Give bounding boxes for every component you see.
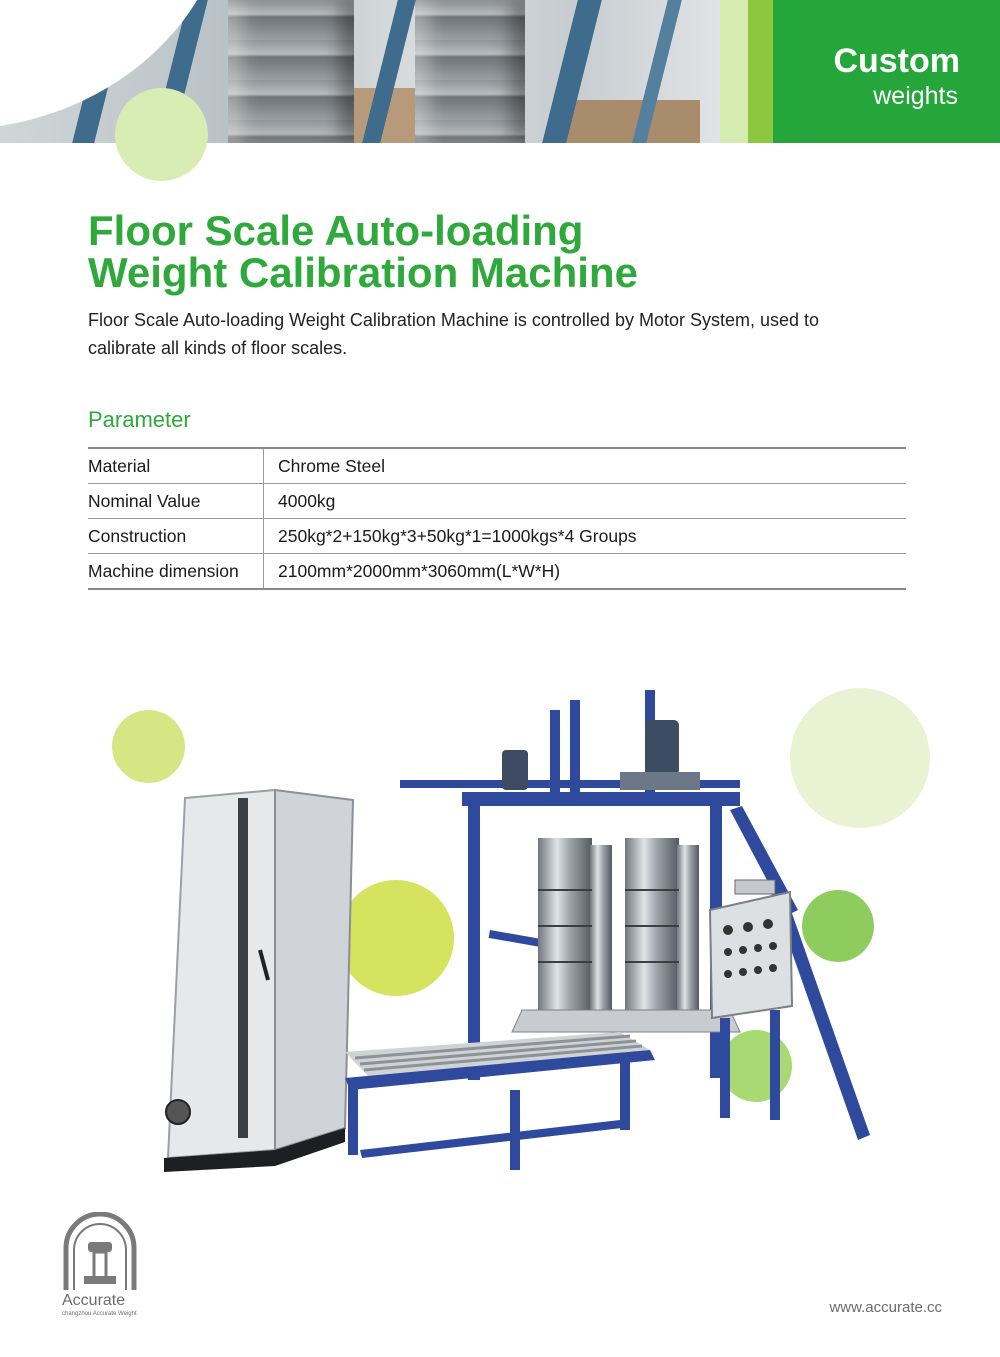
control-panel: [710, 880, 792, 1120]
param-key: Machine dimension: [88, 554, 264, 590]
param-key: Material: [88, 448, 264, 484]
param-value: Chrome Steel: [264, 448, 907, 484]
table-row: [88, 554, 906, 590]
header-stripe-light: [720, 0, 748, 143]
banner-subtitle: weights: [873, 82, 958, 110]
param-key: Construction: [88, 519, 264, 554]
param-key: Nominal Value: [88, 484, 264, 519]
category-banner: [773, 0, 1000, 143]
logo-wordmark: Accurate: [62, 1292, 126, 1309]
header-photo: [0, 0, 760, 143]
param-value: 2100mm*2000mm*3060mm(L*W*H): [264, 554, 907, 590]
product-image: [150, 680, 910, 1180]
page-title-line2: Weight Calibration Machine: [88, 249, 638, 296]
table-row: [88, 484, 906, 519]
banner-title: Custom: [833, 42, 960, 80]
parameter-heading: Parameter: [88, 407, 191, 432]
page-title-line1: Floor Scale Auto-loading: [88, 207, 584, 254]
motors: [502, 720, 700, 790]
roller-conveyor: [345, 1010, 740, 1170]
weight-stacks: [538, 838, 699, 1018]
page-title: [88, 207, 638, 296]
parameter-table: [88, 447, 906, 590]
table-row: [88, 448, 906, 484]
param-value: 250kg*2+150kg*3+50kg*1=1000kgs*4 Groups: [264, 519, 907, 554]
header-stripe-lime: [748, 0, 773, 143]
intro-paragraph: Floor Scale Auto-loading Weight Calibration Machine is controlled by Motor System, used to calibrate all kinds of floor scales.: [88, 310, 820, 358]
logo-subtitle: changzhou Accurate Weight: [62, 1311, 137, 1317]
table-row: [88, 519, 906, 554]
accurate-logo-icon: [58, 1212, 142, 1292]
control-cabinet: [164, 790, 353, 1172]
decor-circle-header: [115, 88, 208, 181]
param-value: 4000kg: [264, 484, 907, 519]
website-url: www.accurate.cc: [829, 1299, 942, 1316]
